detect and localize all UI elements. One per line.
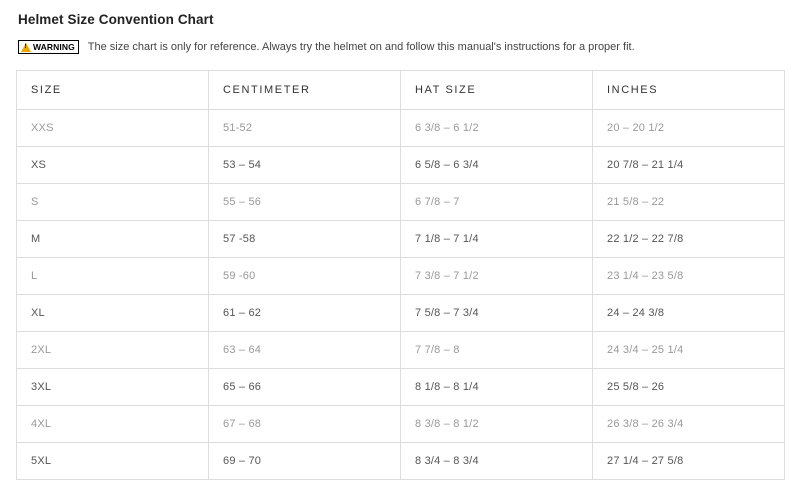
cell-centimeter: 55 – 56 xyxy=(209,184,401,221)
warning-badge xyxy=(18,40,79,54)
warning-notice xyxy=(18,40,784,54)
cell-inches: 27 1/4 – 27 5/8 xyxy=(593,443,785,480)
cell-hat-size: 7 1/8 – 7 1/4 xyxy=(401,221,593,258)
cell-inches: 21 5/8 – 22 xyxy=(593,184,785,221)
cell-size: XL xyxy=(17,295,209,332)
cell-size: 3XL xyxy=(17,369,209,406)
cell-centimeter: 67 – 68 xyxy=(209,406,401,443)
cell-inches: 20 7/8 – 21 1/4 xyxy=(593,147,785,184)
cell-centimeter: 65 – 66 xyxy=(209,369,401,406)
cell-inches: 24 3/4 – 25 1/4 xyxy=(593,332,785,369)
table-row xyxy=(17,369,785,406)
table-row xyxy=(17,295,785,332)
cell-inches: 23 1/4 – 23 5/8 xyxy=(593,258,785,295)
column-header-centimeter: CENTIMETER xyxy=(209,71,401,110)
cell-centimeter: 51-52 xyxy=(209,110,401,147)
table-row xyxy=(17,406,785,443)
table-row xyxy=(17,184,785,221)
cell-hat-size: 8 1/8 – 8 1/4 xyxy=(401,369,593,406)
cell-inches: 25 5/8 – 26 xyxy=(593,369,785,406)
cell-hat-size: 8 3/8 – 8 1/2 xyxy=(401,406,593,443)
cell-hat-size: 6 3/8 – 6 1/2 xyxy=(401,110,593,147)
table-row xyxy=(17,332,785,369)
page-title: Helmet Size Convention Chart xyxy=(18,12,214,27)
cell-size: S xyxy=(17,184,209,221)
column-header-hat-size: HAT SIZE xyxy=(401,71,593,110)
cell-inches: 26 3/8 – 26 3/4 xyxy=(593,406,785,443)
cell-inches: 22 1/2 – 22 7/8 xyxy=(593,221,785,258)
cell-size: XS xyxy=(17,147,209,184)
cell-inches: 24 – 24 3/8 xyxy=(593,295,785,332)
table-row xyxy=(17,221,785,258)
size-chart-table xyxy=(16,70,785,480)
cell-hat-size: 8 3/4 – 8 3/4 xyxy=(401,443,593,480)
table-row xyxy=(17,443,785,480)
cell-size: 5XL xyxy=(17,443,209,480)
table-row xyxy=(17,258,785,295)
cell-hat-size: 6 5/8 – 6 3/4 xyxy=(401,147,593,184)
cell-hat-size: 7 5/8 – 7 3/4 xyxy=(401,295,593,332)
cell-hat-size: 6 7/8 – 7 xyxy=(401,184,593,221)
cell-hat-size: 7 3/8 – 7 1/2 xyxy=(401,258,593,295)
table-row xyxy=(17,147,785,184)
column-header-inches: INCHES xyxy=(593,71,785,110)
cell-size: 4XL xyxy=(17,406,209,443)
notice-text: The size chart is only for reference. Always try the helmet on and follow this manual's instructions for a proper fit. xyxy=(87,41,635,53)
warning-triangle-icon xyxy=(21,43,31,52)
cell-centimeter: 53 – 54 xyxy=(209,147,401,184)
column-header-size: SIZE xyxy=(17,71,209,110)
cell-size: 2XL xyxy=(17,332,209,369)
table-row xyxy=(17,110,785,147)
cell-size: M xyxy=(17,221,209,258)
cell-centimeter: 59 -60 xyxy=(209,258,401,295)
cell-inches: 20 – 20 1/2 xyxy=(593,110,785,147)
cell-centimeter: 63 – 64 xyxy=(209,332,401,369)
cell-size: L xyxy=(17,258,209,295)
table-header-row xyxy=(17,71,785,110)
warning-badge-label: WARNING xyxy=(33,41,75,52)
cell-size: XXS xyxy=(17,110,209,147)
cell-centimeter: 57 -58 xyxy=(209,221,401,258)
cell-centimeter: 61 – 62 xyxy=(209,295,401,332)
cell-centimeter: 69 – 70 xyxy=(209,443,401,480)
cell-hat-size: 7 7/8 – 8 xyxy=(401,332,593,369)
